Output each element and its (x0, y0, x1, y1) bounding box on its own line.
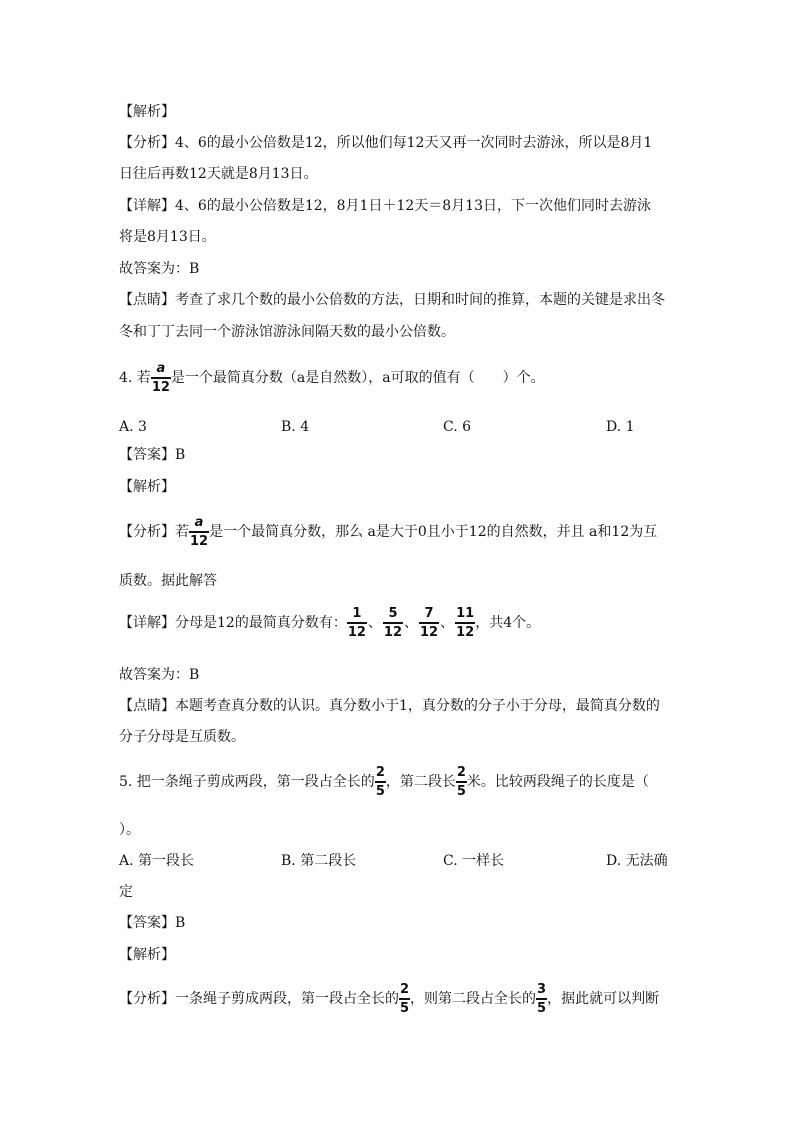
fraction-numerator: 1 (352, 606, 362, 621)
fraction-7-12 (419, 607, 439, 639)
q4-option-a: A. 3 (119, 419, 147, 435)
fraction-denominator: 12 (347, 624, 366, 640)
q5-answer-heading: 【答案】B (119, 915, 186, 931)
q5-middle: ，第二段长 (385, 773, 456, 790)
q3-fenxi-line2: 日往后再数12天就是8月13日。 (119, 166, 318, 182)
q5-option-b: B. 第二段长 (281, 853, 357, 869)
q5-jiexi-heading: 【解析】 (119, 947, 175, 963)
fraction-denominator: 5 (456, 783, 466, 799)
q4-option-d: D. 1 (606, 419, 635, 435)
q5-question-line2: ）。 (119, 822, 140, 838)
fraction-denominator: 5 (537, 1000, 547, 1016)
q3-xiangjie-line2: 将是8月13日。 (119, 229, 216, 245)
q5-question-line1 (119, 766, 649, 798)
q3-jiexi-heading: 【解析】 (119, 104, 175, 120)
q5-fenxi-line1 (119, 983, 659, 1015)
separator: 、 (440, 614, 455, 631)
q5-prefix: 5. 把一条绳子剪成两段，第一段占全长的 (119, 773, 375, 790)
q5-option-d-continuation: 定 (119, 884, 133, 900)
q4-dianjing-line2: 分子分母是互质数。 (119, 729, 245, 745)
q4-fenxi-prefix: 【分析】若 (119, 523, 189, 540)
q5-fraction-2-5-first (375, 766, 386, 798)
q4-option-c: C. 6 (443, 419, 472, 435)
fraction-denominator: 12 (456, 624, 475, 640)
q3-dianjing-line2: 冬和丁丁去同一个游泳馆游泳间隔天数的最小公倍数。 (119, 324, 455, 340)
q4-xiangjie (119, 607, 540, 639)
fraction-denominator: 12 (151, 379, 170, 395)
q4-question (119, 362, 545, 394)
q4-option-b: B. 4 (281, 419, 310, 435)
separator: 、 (404, 614, 419, 631)
fraction-numerator: 2 (375, 765, 385, 780)
q5-fenxi-fraction-2-5 (399, 983, 410, 1015)
fraction-numerator: 2 (400, 982, 410, 997)
fraction-1-12 (347, 607, 367, 639)
q5-option-a: A. 第一段长 (119, 853, 195, 869)
q5-suffix: 米。比较两段绳子的长度是（ (466, 773, 649, 790)
q5-fenxi-suffix: ，据此就可以判断 (547, 990, 660, 1007)
q5-fraction-2-5-second (456, 766, 467, 798)
q3-xiangjie-line1: 【详解】4、6的最小公倍数是12，8月1日＋12天＝8月13日，下一次他们同时去游泳 (119, 198, 651, 214)
fraction-numerator: 11 (456, 606, 475, 621)
q5-fenxi-middle: ，则第二段占全长的 (410, 990, 537, 1007)
q4-answer-heading: 【答案】B (119, 447, 186, 463)
fraction-denominator: 12 (190, 533, 209, 549)
fraction-denominator: 12 (420, 624, 439, 640)
q4-prefix: 4. 若 (119, 369, 151, 386)
q4-answer-line: 故答案为：B (119, 667, 200, 683)
fraction-5-12 (383, 607, 403, 639)
q5-fenxi-fraction-3-5 (536, 983, 547, 1015)
fraction-denominator: 5 (375, 783, 385, 799)
q3-answer-line: 故答案为：B (119, 261, 200, 277)
fraction-numerator: a (156, 361, 166, 376)
fraction-numerator: a (194, 515, 204, 530)
q5-option-c: C. 一样长 (443, 853, 505, 869)
fraction-numerator: 5 (388, 606, 398, 621)
fraction-denominator: 5 (400, 1000, 410, 1016)
fraction-numerator: 2 (456, 765, 466, 780)
q4-fraction-a-over-12 (151, 362, 171, 394)
q4-dianjing-line1: 【点睛】本题考查真分数的认识。真分数小于1，真分数的分子小于分母，最简真分数的 (119, 698, 660, 714)
q4-fenxi-suffix: 是一个最简真分数，那么 a是大于0且小于12的自然数，并且 a和12为互 (209, 523, 658, 540)
separator: 、 (367, 614, 382, 631)
q4-fenxi-line1 (119, 516, 657, 548)
q4-fenxi-fraction (189, 516, 209, 548)
q4-xiangjie-suffix: ，共4个。 (475, 614, 541, 631)
q4-jiexi-heading: 【解析】 (119, 479, 175, 495)
fraction-11-12 (455, 607, 475, 639)
fraction-numerator: 7 (424, 606, 434, 621)
fraction-denominator: 12 (383, 624, 403, 640)
q5-option-d: D. 无法确 (606, 853, 668, 869)
q3-dianjing-line1: 【点睛】考查了求几个数的最小公倍数的方法，日期和时间的推算，本题的关键是求出冬 (119, 292, 665, 308)
q4-fenxi-line2: 质数。据此解答 (119, 573, 217, 589)
q3-fenxi-line1: 【分析】4、6的最小公倍数是12，所以他们每12天又再一次同时去游泳，所以是8月1 (119, 135, 653, 151)
fraction-numerator: 3 (537, 982, 547, 997)
q5-fenxi-prefix: 【分析】一条绳子剪成两段，第一段占全长的 (119, 990, 399, 1007)
q4-xiangjie-prefix: 【详解】分母是12的最简真分数有： (119, 614, 347, 631)
q4-suffix: 是一个最简真分数（a是自然数），a可取的值有（ ）个。 (170, 369, 545, 386)
